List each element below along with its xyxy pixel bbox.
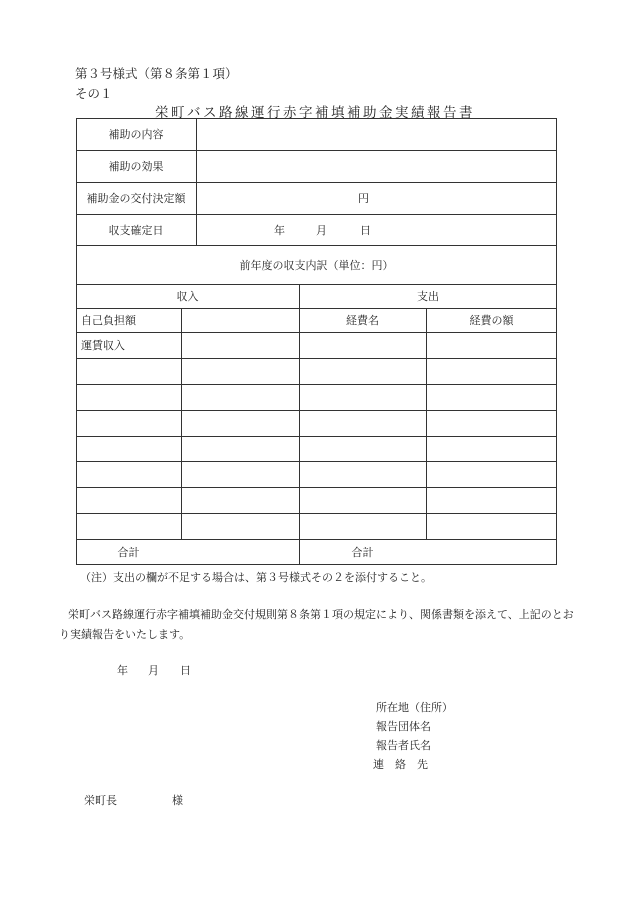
value-subsidy-content[interactable]: [196, 118, 557, 150]
label-grant-amount: 補助金の交付決定額: [86, 192, 186, 205]
report-date-year: 年: [117, 664, 128, 677]
label-subsidy-effect: 補助の効果: [108, 160, 164, 173]
expense-amount-header: 経費の額: [469, 314, 514, 327]
body-text-line1: 栄町バス路線運行赤字補填補助金交付規則第８条第１項の規定により、関係書類を添えて、上記のとお: [68, 608, 574, 621]
expense-total-label: 合計: [351, 546, 374, 559]
settlement-month-unit: 月: [316, 224, 327, 237]
reporter-name-label: 報告者氏名: [376, 739, 431, 752]
form-subnumber: その１: [75, 86, 113, 101]
breakdown-heading: 前年度の収支内訳（単位：円）: [239, 258, 394, 272]
income-item-self-pay: 自己負担額: [81, 314, 136, 327]
addressee-name: 栄町長: [84, 794, 117, 807]
expense-header: 支出: [417, 290, 439, 303]
addressee-honorific: 様: [172, 794, 183, 807]
reporter-org-label: 報告団体名: [376, 720, 431, 733]
expense-name-header: 経費名: [346, 314, 379, 327]
reporter-contact-label: 連 絡 先: [373, 758, 428, 771]
income-item-fare: 運賃収入: [81, 339, 125, 352]
value-subsidy-effect[interactable]: [196, 150, 557, 182]
income-header: 収入: [176, 290, 199, 303]
reporter-address-label: 所在地（住所）: [376, 701, 453, 714]
report-date-month: 月: [148, 664, 159, 677]
settlement-year-unit: 年: [274, 224, 285, 237]
grant-amount-yen-unit: 円: [358, 192, 369, 205]
label-settlement-date: 収支確定日: [108, 224, 164, 237]
table-note: （注）支出の欄が不足する場合は、第３号様式その２を添付すること。: [80, 571, 432, 584]
form-number: 第３号様式（第８条第１項）: [75, 66, 238, 81]
label-subsidy-content: 補助の内容: [108, 128, 164, 141]
income-total-label: 合計: [117, 546, 140, 559]
body-text-line2: り実績報告をいたします。: [59, 628, 191, 641]
document-title: 栄町バス路線運行赤字補填補助金実績報告書: [155, 105, 475, 121]
report-date-day: 日: [180, 664, 191, 677]
settlement-day-unit: 日: [360, 224, 371, 237]
